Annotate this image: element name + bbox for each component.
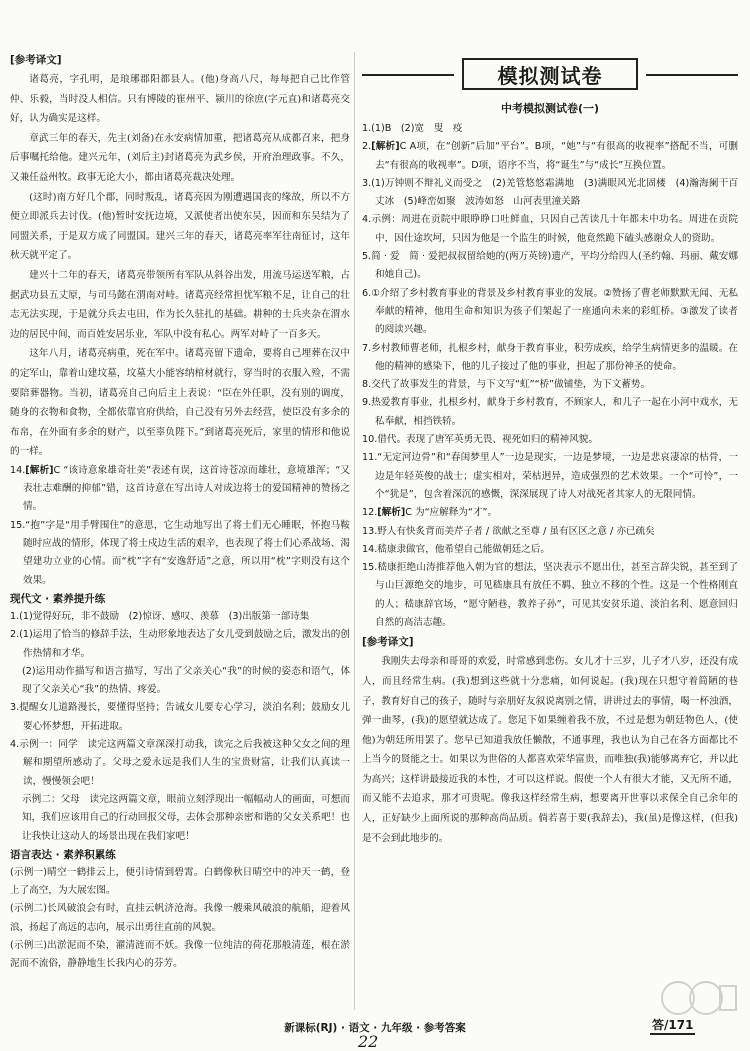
answer-text: “抱”字是“用手臂围住”的意思，它生动地写出了将士们无心睡眠，怀抱马鞍随时应战的情形，体现了将士戍边生活的艰辛，也表现了将士们心系战场、渴望建功立业的心情。而“枕”字有“安逸舒适”之意，所以用“枕”字则没有这个效果。	[23, 519, 350, 586]
answer-number: 8.	[362, 379, 372, 391]
answer-item	[362, 504, 738, 522]
analysis-tag: [解析]	[377, 507, 406, 519]
answer-number: 11.	[362, 452, 378, 464]
answer-number: 9.	[362, 397, 372, 409]
answer-text: (1)万钟则不辩礼义而受之 (2)羌管悠悠霜满地 (3)满眼风光北固楼 (4)瀚海阑干百丈冰 (5)峰峦如聚 波涛如怒 山河表里潼关路	[371, 177, 738, 208]
answer-item	[10, 608, 350, 626]
translation-paragraph: 这年八月，诸葛亮病重，死在军中。诸葛亮留下遗命，要将自己埋葬在汉中的定军山，靠着山建坟墓，坟墓大小能容纳棺材就行，穿当时的衣服入殓，不需要陪葬器物。当初，诸葛亮自己向后主上表说：“臣在外任职，没有别的调度，随身的衣物和食物，全都依靠官府供给，自己没有另外去经营，使臣没有多余的布帛，在外面有多余的财产，以至辜负陛下。”到诸葛亮死后，家里的情形和他说的一样。	[10, 348, 350, 458]
answer-item	[362, 449, 738, 504]
right-column	[362, 96, 738, 848]
answer-item	[362, 175, 738, 212]
answer-number: 4.	[362, 214, 372, 226]
answer-item	[10, 736, 350, 791]
translation-paragraph: 诸葛亮，字孔明，是琅琊郡阳都县人。(他)身高八尺，每每把自己比作管仲、乐毅，当时没人相信。只有博陵的崔州平、颍川的徐庶(字元直)和诸葛亮交好，认为确实是这样。	[10, 74, 350, 125]
answer-number: 2.	[10, 629, 20, 641]
answer-text: 乡村教师曹老师，扎根乡村，献身于教育事业，积劳成疾，给学生病情更多的温暖。在他的精神的感染下，他的儿子接过了他的事业，担起了那份神圣的使命。	[371, 342, 738, 372]
answer-number: 3.	[362, 177, 372, 189]
left-column	[10, 52, 350, 974]
translation-paragraph: 我刚失去母亲和哥哥的欢爱，时常感到悲伤。女儿才十三岁，儿子才八岁，还没有成人，而且经常生病。(我)想到这些就十分悲痛，如何说起。(我)现在只想守着简陋的巷子，教育好自己的孩子，随时与亲朋好友叙说离别之情，讲讲过去的事情，喝一杯浊酒，弹一曲琴，(我)的愿望就达成了。您足下如果缠着我不放，不过是想为朝廷物色人，(使他)为朝廷所用罢了。您早已知道我放任懒散，不通事理，我也认为自己在各方面都比不上当今的贤能之士。如果以为世俗的人都喜欢荣华富贵，而唯独(我)能够离弃它，并以此为高兴；这样讲最接近我的本性，才可以这样说。假使一个人有很大才能，又无所不通，而又能不去追求，那才可贵呢。像我这样经常生病，想要离开世事以求保全自己余年的人，正好缺少上面所说的那种高尚品质。倘若喜于要(我辞去)，我(虽)是像这样，(但我)是不会到此地步的。	[362, 656, 738, 844]
reference-translation-label: [参考译文]	[10, 54, 62, 66]
answer-number: 5.	[362, 251, 372, 263]
answer-text: 示例一：同学 读完这两篇文章深深打动我，读完之后我被这种父女之间的理解和期望所感动了。父母之爱永远是我们人生的宝贵财富，让我们认真读一读，慢慢领会吧！	[19, 739, 350, 787]
answer-text: 热爱教育事业，扎根乡村，献身于乡村教育，不顾家人，和儿子一起在小河中戏水，无私奉献，相挡铁轿。	[371, 397, 738, 427]
handwritten-number: 22	[358, 1032, 379, 1051]
answer-item	[362, 248, 738, 285]
translation-paragraph: 建兴十二年的春天，诸葛亮带领所有军队从斜谷出发，用流马运送军粮，占据武功县五丈原，与司马懿在渭南对峙。诸葛亮经常担忧军粮不足，让自己的壮志无法实现，于是就分兵去屯田，作为长久驻扎的基础。耕种的士兵夹杂在渭水边的居民中间，而百姓安居乐业，军队中没有私心。两军对峙了一百多天。	[10, 269, 350, 340]
banner-title: 模拟测试卷	[462, 58, 638, 90]
page-number: 答/171	[650, 1016, 695, 1035]
answer-text: C A项，在“创新”后加“平台”。B项，“她”与“有很高的收视率”搭配不当，可删去“有很高的收视率”。D项，语序不当，将“诞生”与“成长”互换位置。	[375, 141, 738, 171]
answer-number: 2.	[362, 141, 372, 153]
translation-paragraph: 章武三年的春天，先主(刘备)在永安病情加重，把诸葛亮从成都召来，把身后事嘱托给他。建兴元年，(刘后主)封诸葛亮为武乡侯，开府治理政事。不久，又兼任益州牧。政事无论大小，都由诸葛亮裁决处理。	[10, 132, 350, 183]
answer-text: (1)运用了恰当的修辞手法，生动形象地表达了女儿受到鼓励之后，激发出的创作热情和才华。	[19, 629, 350, 659]
banner-rule	[362, 74, 454, 76]
answer-number: 4.	[10, 739, 20, 751]
answer-item	[362, 211, 738, 248]
answer-item: (示例一)晴空一鹤排云上，便引诗情到碧霄。白鹤像秋日晴空中的冲天一鹤，登上了高空，为大展宏图。	[10, 866, 350, 897]
answer-text: ①介绍了乡村教育事业的背景及乡村教育事业的发展。②赞扬了曹老师默默无闻、无私奉献的精神，他用生命和知识为孩子们架起了一座通向未来的彩虹桥。③激发了读者的阅读兴趣。	[371, 287, 738, 336]
answer-number: 14.	[362, 543, 378, 555]
section-title-modern: 现代文 · 素养提升练	[10, 592, 106, 605]
answer-item	[10, 462, 350, 517]
answer-text: 交代了故事发生的背景，与下文写“虹”“桥”做铺垫，为下文蓄势。	[371, 379, 651, 391]
answer-text: 借代。表现了唐军英勇无畏、视死如归的精神风貌。	[377, 434, 598, 446]
answer-text: C 为“应解释为“才”。	[405, 507, 498, 519]
answer-item: (示例三)出淤泥而不染，濯清涟而不妖。我像一位纯洁的荷花那般清莲，根在淤泥而不流俗，静静地生长我内心的芬芳。	[10, 940, 350, 970]
answer-item	[362, 559, 738, 632]
watermark-logo	[660, 980, 738, 1016]
answer-item	[362, 394, 738, 431]
answer-text: 提醒女儿道路漫长，要懂得坚持；告诫女儿要专心学习，淡泊名利；鼓励女儿要心怀梦想，开拓进取。	[19, 702, 350, 732]
answer-text: 简 · 爱 简 · 爱把叔叔留给她的(两万英镑)遗产，平均分给四人(圣约翰、玛丽、戴安娜和她自己)。	[371, 251, 738, 281]
answer-item	[362, 285, 738, 340]
answer-number: 14.	[10, 464, 26, 476]
answer-item	[362, 431, 738, 449]
answer-text: 嵇康隶做官，他希望自己能做朝廷之后。	[377, 543, 550, 555]
answer-item	[10, 699, 350, 736]
answer-item	[362, 340, 738, 377]
answer-text: 示例二：父母 读完这两篇文章，眼前立刻浮现出一幅幅动人的画面，可想而知，我们应该用自己的行动回报父母，去体会那种亲密和谐的父女关系吧！也让我快让这动人的场景出现在我们家吧！	[22, 793, 350, 842]
analysis-tag: [解析]	[371, 141, 400, 153]
answer-text: (1)B (2)宽 叟 疫	[371, 123, 463, 134]
reference-translation-label: [参考译文]	[362, 636, 414, 649]
translation-paragraph: (这时)南方好几个郡，同时叛乱，诸葛亮因为刚遭遇国丧的缘故，所以不方便立即派兵去讨伐。(他)暂时安抚边境，又派使者出使东吴，因而和东吴结为了同盟关系，于是双方成了同盟国。建兴三年的春天，诸葛亮率军往南征讨，这年秋天就平定了。	[10, 191, 350, 262]
answer-number: 13.	[362, 525, 378, 537]
answer-item	[362, 541, 738, 559]
answer-number: 12.	[362, 507, 378, 519]
answer-number: 15.	[10, 519, 26, 531]
banner-rule	[646, 74, 738, 76]
analysis-tag: [解析]	[25, 464, 54, 476]
section-title-language: 语言表达 · 素养积累练	[10, 848, 116, 861]
answer-item	[10, 791, 350, 846]
answer-item	[362, 138, 738, 175]
answer-text: (2)运用动作描写和语言描写，写出了父亲关心“我”的时候的姿态和语气，体现了父亲关心“我”的热情、疼爱。	[22, 665, 350, 696]
answer-number: 15.	[362, 562, 378, 574]
answer-item	[10, 663, 350, 700]
column-divider	[354, 52, 355, 1010]
answer-number: 3.	[10, 702, 20, 714]
answer-number: 1.	[10, 610, 20, 622]
section-banner	[362, 58, 738, 92]
page-footer	[0, 1012, 750, 1051]
answer-text: 示例：周进在贡院中眼睁睁口吐鲜血，只因自己苦读几十年都未中功名。周进在贡院中，因仕途坎坷，只因为他是一个监生的时候，他竟然跪下磕头感谢众人的资助。	[371, 214, 738, 244]
answer-item	[362, 523, 738, 541]
answer-text: (1)觉得好玩，非不鼓励 (2)惊讶、感叹、羡慕 (3)出版第一部诗集	[19, 610, 310, 622]
footer-title: 新课标(RJ) · 语文 · 九年级 · 参考答案	[284, 1022, 466, 1034]
answer-item	[10, 517, 350, 590]
answer-text: C “该诗意象雄奇壮美”表述有误，这首诗苍凉而雄壮，意境雄浑；“又表壮志难酬的抑郁”错，这首诗意在写出诗人对成边将士的爱国精神的赞扬之情。	[23, 464, 350, 513]
answer-item	[362, 376, 738, 394]
answer-item	[10, 626, 350, 663]
answer-item	[362, 120, 738, 138]
answer-number: 10.	[362, 434, 378, 446]
answer-number: 1.	[362, 123, 372, 134]
answer-item: (示例二)长风破浪会有时，直挂云帆济沧海。我像一艘乘风破浪的航船，迎着风浪，扬起了高远的志向，展示出勇往直前的风貌。	[10, 903, 350, 933]
answer-text: 嵇康拒绝山涛推荐他入朝为官的想法，坚决表示不愿出仕，甚至言辞尖锐，甚至到了与山巨源绝交的地步，可见嵇康具有放任不羁、独立不移的个性。这是一个性格刚直的人；嵇康辞官场，“愿守陋巷，教养子孙”，可见其安贫乐道、淡泊名利、愿意回归自然的高洁志趣。	[375, 562, 738, 629]
answer-number: 6.	[362, 287, 372, 299]
answer-text: “无定河边骨”和“春闺梦里人”一边是现实，一边是梦境，一边是悲哀凄凉的枯骨，一边是年轻英俊的战士；虚实相对，荣枯迥异，造成强烈的艺术效果。一个“可怜”，一个“犹是”，包含着深沉的感慨，深深展现了诗人对战死者其家人的无限同情。	[375, 452, 738, 500]
answer-text: 野人有快炙背而美芹子者 / 欲献之至尊 / 虽有区区之意 / 亦已疏矣	[377, 525, 655, 537]
answer-number: 7.	[362, 342, 372, 354]
exam-subtitle: 中考模拟测试卷(一)	[500, 102, 600, 115]
